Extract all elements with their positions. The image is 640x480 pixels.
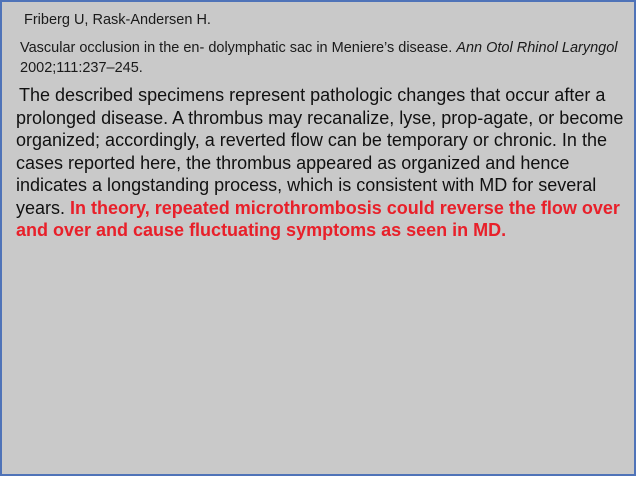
citation [20, 38, 630, 78]
citation-details: 2002;111:237–245. [20, 60, 143, 76]
body-highlight-text: In theory, repeated microthrombosis could reverse the flow over and over and cause fluctuating symptoms as seen in MD. [16, 197, 620, 240]
body-paragraph [16, 84, 628, 242]
citation-title: Vascular occlusion in the en- dolymphatic sac in Meniere’s disease. [20, 40, 457, 56]
body-normal-text: The described specimens represent pathologic changes that occur after a prolonged disease. A thrombus may recanalize, lyse, prop-agate, or become organized; accordingly, a reverted flow can be temporary or chronic. In the cases reported here, the thrombus appeared as organized and hence indicates a longstanding process, which is consistent with MD for several years. [16, 85, 624, 218]
authors-line: Friberg U, Rask-Andersen H. [24, 12, 211, 28]
citation-journal: Ann Otol Rhinol Laryngol [456, 40, 618, 56]
